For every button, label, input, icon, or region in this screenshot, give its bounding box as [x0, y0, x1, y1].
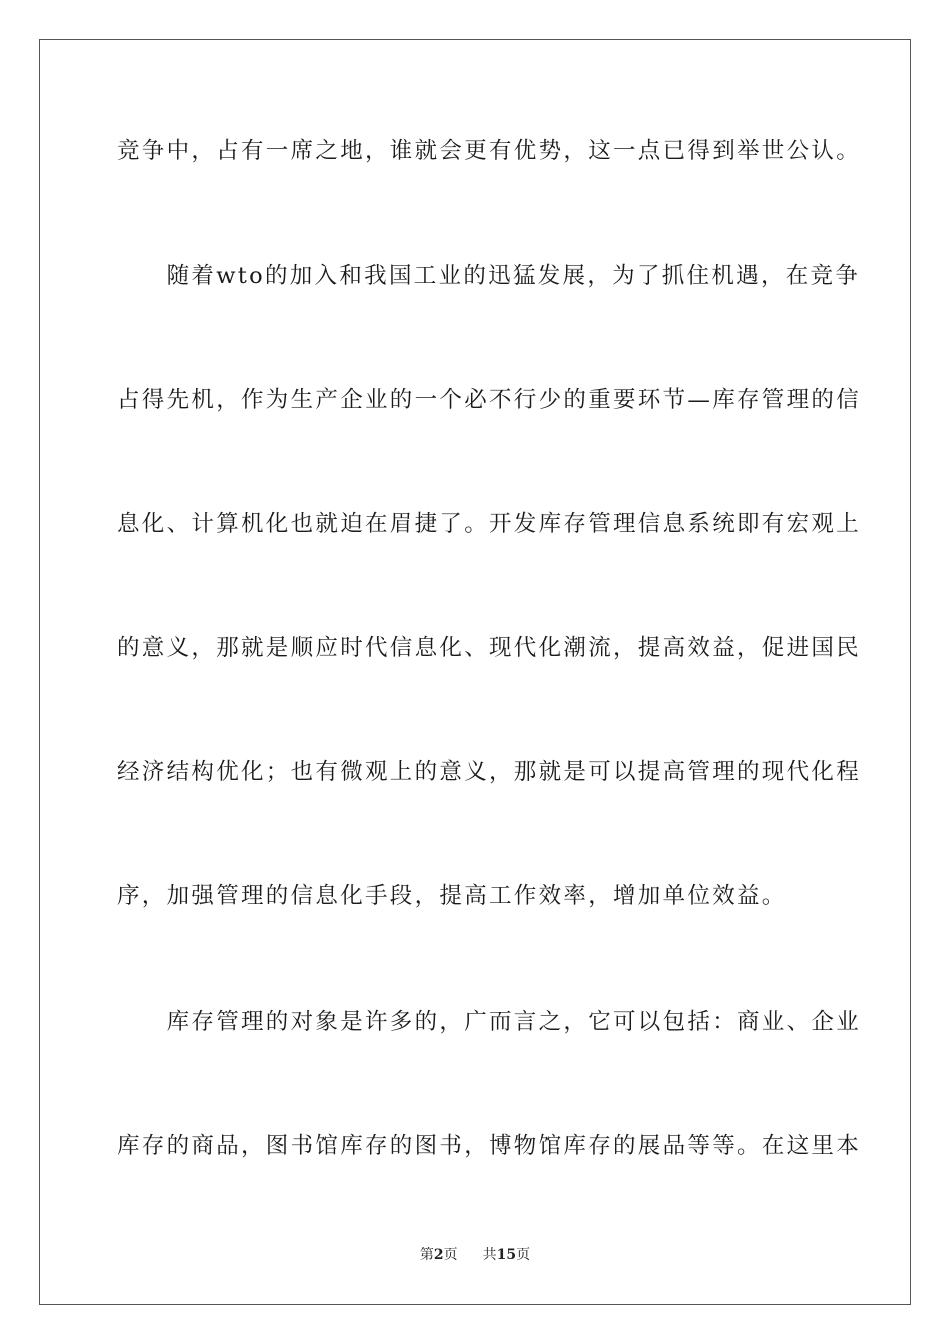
- text-line-9: 库存的商品，图书馆库存的图书，博物馆库存的展品等等。在这里本: [117, 1133, 862, 1159]
- page-current: 2: [433, 1247, 444, 1263]
- text-line-6: 经济结构优化；也有微观上的意义，那就是可以提高管理的现代化程: [117, 759, 862, 785]
- text-line-4: 息化、计算机化也就迫在眉捷了。开发库存管理信息系统即有宏观上: [117, 511, 862, 537]
- page-footer: [0, 1245, 950, 1265]
- text-line-2: 随着wto的加入和我国工业的迅猛发展，为了抓住机遇，在竞争: [117, 263, 861, 289]
- page-border: [39, 39, 911, 1305]
- text-line-8: 库存管理的对象是许多的，广而言之，它可以包括：商业、企业: [117, 1009, 862, 1035]
- total-prefix: 共: [482, 1247, 497, 1263]
- page-suffix: 页: [443, 1247, 458, 1263]
- page-prefix: 第: [419, 1247, 434, 1263]
- total-suffix: 页: [516, 1247, 531, 1263]
- page-number-indicator: [420, 1245, 458, 1265]
- text-line-1: 竞争中，占有一席之地，谁就会更有优势，这一点已得到举世公认。: [117, 138, 862, 164]
- page-total-indicator: [483, 1245, 530, 1265]
- page-total: 15: [496, 1247, 517, 1263]
- text-line-5: 的意义，那就是顺应时代信息化、现代化潮流，提高效益，促进国民: [117, 635, 862, 661]
- text-line-7: 序，加强管理的信息化手段，提高工作效率，增加单位效益。: [117, 883, 787, 909]
- text-line-3: 占得先机，作为生产企业的一个必不行少的重要环节—库存管理的信: [117, 387, 862, 413]
